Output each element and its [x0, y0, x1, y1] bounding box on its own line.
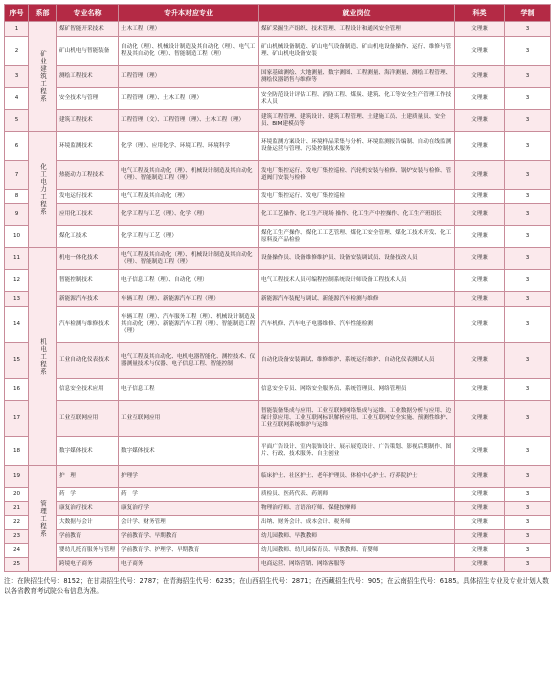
row-major: 康复治疗技术 — [57, 502, 119, 516]
row-jobs: 出纳、财务会计、成本会计、税务师 — [259, 516, 455, 530]
row-years: 3 — [505, 558, 551, 572]
department-cell: 化工电力工程系 — [29, 132, 57, 248]
enrollment-table-container — [4, 4, 550, 596]
row-jobs: 安全防范设计评估工程、消防工程、煤炭、建筑、化工等安全生产管理工作技术人员 — [259, 88, 455, 110]
row-seq: 3 — [5, 66, 29, 88]
row-years: 3 — [505, 110, 551, 132]
row-category: 文理兼 — [455, 488, 505, 502]
row-jobs: 环境监测方案设计、环境样品采集与分析、环境监测报告编制、自动在线监测设备运营与管理、污染控制技术服务 — [259, 132, 455, 161]
table-row — [5, 379, 551, 401]
row-jobs: 信息安全专员、网络安全服务员、系统管理员、网络管理员 — [259, 379, 455, 401]
row-seq: 2 — [5, 37, 29, 66]
footnote: 注：在陕招生代号：8152；在甘肃招生代号：2787；在青海招生代号：6235；在山西招生代号：2871；在西藏招生代号：905；在云南招生代号：6185。具体招生专业及专业计划人数以各省教育考试院公布信息为准。 — [4, 577, 549, 595]
table-row — [5, 466, 551, 488]
row-seq: 21 — [5, 502, 29, 516]
row-category: 文理兼 — [455, 226, 505, 248]
row-jobs: 物理治疗师、言语治疗师、保健按摩师 — [259, 502, 455, 516]
row-major: 智能控制技术 — [57, 270, 119, 292]
row-category: 文理兼 — [455, 88, 505, 110]
row-jobs: 临床护士、社区护士、老年护理员、体检中心护士、疗养院护士 — [259, 466, 455, 488]
row-years: 3 — [505, 66, 551, 88]
table-row — [5, 190, 551, 204]
row-upgrade-major: 数字媒体技术 — [119, 437, 259, 466]
row-years: 3 — [505, 292, 551, 307]
row-seq: 14 — [5, 307, 29, 343]
row-major: 护 理 — [57, 466, 119, 488]
row-upgrade-major: 工程管理（理） — [119, 66, 259, 88]
table-row — [5, 161, 551, 190]
row-major: 发电运行技术 — [57, 190, 119, 204]
table-row — [5, 530, 551, 544]
table-body — [5, 22, 551, 572]
row-category: 文理兼 — [455, 161, 505, 190]
row-major: 热能动力工程技术 — [57, 161, 119, 190]
table-row — [5, 558, 551, 572]
row-seq: 5 — [5, 110, 29, 132]
row-jobs: 发电厂集控运行、发电厂集控巡检、汽轮机安装与检修、锅炉安装与检修、管道阀门安装与检修 — [259, 161, 455, 190]
row-category: 文理兼 — [455, 401, 505, 437]
row-major: 大数据与会计 — [57, 516, 119, 530]
row-major: 煤化工技术 — [57, 226, 119, 248]
table-row — [5, 22, 551, 37]
row-seq: 20 — [5, 488, 29, 502]
row-jobs: 新能源汽车装配与调试、新能源汽车检测与维修 — [259, 292, 455, 307]
row-years: 3 — [505, 132, 551, 161]
row-jobs: 电商运营、网络营销、网络客服等 — [259, 558, 455, 572]
row-jobs: 煤化工生产操作、煤化工工艺管理、煤化工安全管理、煤化工技术开发、化工原料及产品检验 — [259, 226, 455, 248]
row-category: 文理兼 — [455, 190, 505, 204]
row-category: 文理兼 — [455, 544, 505, 558]
row-category: 文理兼 — [455, 516, 505, 530]
row-major: 矿山机电与智能装备 — [57, 37, 119, 66]
row-years: 3 — [505, 161, 551, 190]
row-years: 3 — [505, 22, 551, 37]
row-seq: 15 — [5, 343, 29, 379]
table-row — [5, 110, 551, 132]
row-major: 测绘工程技术 — [57, 66, 119, 88]
table-row — [5, 502, 551, 516]
row-category: 文理兼 — [455, 307, 505, 343]
row-seq: 23 — [5, 530, 29, 544]
row-years: 3 — [505, 343, 551, 379]
department-cell: 管理工程系 — [29, 466, 57, 572]
row-major: 环境监测技术 — [57, 132, 119, 161]
table-row — [5, 248, 551, 270]
row-years: 3 — [505, 88, 551, 110]
row-jobs: 幼儿园教师、早教教师 — [259, 530, 455, 544]
row-jobs: 自动化设备安装调试、维修维护、系统运行维护、自动化仪表测试人员 — [259, 343, 455, 379]
table-row — [5, 66, 551, 88]
row-major: 工业自动化仪表技术 — [57, 343, 119, 379]
row-upgrade-major: 电气工程及其自动化、电机电器智能化、测控技术、仪器测量技术与仪器、电子信息工程、智能控制 — [119, 343, 259, 379]
row-years: 3 — [505, 379, 551, 401]
row-jobs: 矿山机械设备制造、矿山电气设备制造、矿山机电设备操作、运行、维修与管理、矿山机电设备安装 — [259, 37, 455, 66]
row-major: 学前教育 — [57, 530, 119, 544]
row-upgrade-major: 电子信息工程（理）、自动化（理） — [119, 270, 259, 292]
row-upgrade-major: 电子信息工程 — [119, 379, 259, 401]
row-category: 文理兼 — [455, 37, 505, 66]
row-years: 3 — [505, 190, 551, 204]
row-upgrade-major: 电气工程及其自动化（理）、机械设计制造及其自动化（理）、智能制造工程（理） — [119, 161, 259, 190]
header-years: 学制 — [505, 5, 551, 22]
row-upgrade-major: 工程管理（理）、土木工程（理） — [119, 88, 259, 110]
row-years: 3 — [505, 226, 551, 248]
row-category: 文理兼 — [455, 248, 505, 270]
row-upgrade-major: 化学（理）、应用化学、环境工程、环境科学 — [119, 132, 259, 161]
table-row — [5, 307, 551, 343]
row-years: 3 — [505, 204, 551, 226]
row-upgrade-major: 电子商务 — [119, 558, 259, 572]
row-jobs: 建筑工程管理、建筑设计、建筑工程管理、土建施工员、土建质量员、安全员、BIM建模员等 — [259, 110, 455, 132]
table-row — [5, 270, 551, 292]
row-seq: 11 — [5, 248, 29, 270]
row-upgrade-major: 工程管理（文）、工程管理（理）、土木工程（理） — [119, 110, 259, 132]
header-upgrade-major: 专升本对应专业 — [119, 5, 259, 22]
row-seq: 12 — [5, 270, 29, 292]
row-major: 汽车检测与维修技术 — [57, 307, 119, 343]
row-jobs: 发电厂集控运行、发电厂集控巡检 — [259, 190, 455, 204]
table-row — [5, 343, 551, 379]
row-category: 文理兼 — [455, 558, 505, 572]
row-major: 建筑工程技术 — [57, 110, 119, 132]
row-upgrade-major: 车辆工程（理）、新能源汽车工程（理） — [119, 292, 259, 307]
row-category: 文理兼 — [455, 204, 505, 226]
row-jobs: 化工工艺操作、化工生产现场 操作、化工生产中控操作、化工生产班组长 — [259, 204, 455, 226]
row-seq: 8 — [5, 190, 29, 204]
row-upgrade-major: 会计学、财务管理 — [119, 516, 259, 530]
row-seq: 22 — [5, 516, 29, 530]
row-seq: 9 — [5, 204, 29, 226]
row-years: 3 — [505, 488, 551, 502]
row-seq: 17 — [5, 401, 29, 437]
row-seq: 16 — [5, 379, 29, 401]
row-seq: 19 — [5, 466, 29, 488]
row-category: 文理兼 — [455, 437, 505, 466]
row-years: 3 — [505, 530, 551, 544]
header-category: 科类 — [455, 5, 505, 22]
table-row — [5, 37, 551, 66]
row-upgrade-major: 工业互联网应用 — [119, 401, 259, 437]
row-jobs: 煤矿采掘生产组织、技术管理、工程设计和通风安全管理 — [259, 22, 455, 37]
table-row — [5, 516, 551, 530]
row-upgrade-major: 学前教育学、早期教育 — [119, 530, 259, 544]
row-major: 跨境电子商务 — [57, 558, 119, 572]
table-row — [5, 132, 551, 161]
row-major: 数字媒体技术 — [57, 437, 119, 466]
row-major: 机电一体化技术 — [57, 248, 119, 270]
row-upgrade-major: 化学工程与工艺（理）、化学（理） — [119, 204, 259, 226]
row-jobs: 平面广告设计、室内装饰设计、展示展览设计、广告策划、影视后期制作、图片、行政、技术服务、自主创业 — [259, 437, 455, 466]
row-years: 3 — [505, 544, 551, 558]
row-seq: 24 — [5, 544, 29, 558]
table-row — [5, 204, 551, 226]
row-years: 3 — [505, 516, 551, 530]
row-major: 安全技术与管理 — [57, 88, 119, 110]
department-cell: 矿业建筑工程系 — [29, 22, 57, 132]
row-upgrade-major: 电气工程及其自动化（理） — [119, 190, 259, 204]
row-seq: 10 — [5, 226, 29, 248]
row-jobs: 设备操作员、设备维修维护员、设备安装调试员、设备技改人员 — [259, 248, 455, 270]
row-upgrade-major: 护理学 — [119, 466, 259, 488]
enrollment-table — [4, 4, 551, 572]
row-years: 3 — [505, 270, 551, 292]
table-row — [5, 437, 551, 466]
header-jobs: 就业岗位 — [259, 5, 455, 22]
row-category: 文理兼 — [455, 66, 505, 88]
row-seq: 13 — [5, 292, 29, 307]
row-seq: 4 — [5, 88, 29, 110]
row-jobs: 电气工程技术人员可编程控制系统设计师设备工程技术人员 — [259, 270, 455, 292]
row-years: 3 — [505, 307, 551, 343]
table-row — [5, 226, 551, 248]
row-jobs: 智能装备集成与应用、工业互联网网络集成与运维、工业数据分析与应用、边缘计算应用、工业互联网标识解析应用、工业互联网安全实施、预测性维护、工业互联网系统维护与运维 — [259, 401, 455, 437]
row-upgrade-major: 康复治疗学 — [119, 502, 259, 516]
row-category: 文理兼 — [455, 22, 505, 37]
row-jobs: 汽车机修、汽车电子电器维修、汽车性能检测 — [259, 307, 455, 343]
table-row — [5, 401, 551, 437]
row-seq: 18 — [5, 437, 29, 466]
table-row — [5, 544, 551, 558]
row-years: 3 — [505, 437, 551, 466]
row-category: 文理兼 — [455, 132, 505, 161]
row-category: 文理兼 — [455, 466, 505, 488]
row-category: 文理兼 — [455, 530, 505, 544]
row-seq: 7 — [5, 161, 29, 190]
row-upgrade-major: 化学工程与工艺（理） — [119, 226, 259, 248]
row-upgrade-major: 土木工程（理） — [119, 22, 259, 37]
row-upgrade-major: 学前教育学、护理学、早期教育 — [119, 544, 259, 558]
table-row — [5, 292, 551, 307]
header-major: 专业名称 — [57, 5, 119, 22]
row-category: 文理兼 — [455, 270, 505, 292]
header-dept: 系部 — [29, 5, 57, 22]
row-jobs: 幼儿园教师、幼儿园保育员、早教教师、育婴师 — [259, 544, 455, 558]
row-major: 工业互联网应用 — [57, 401, 119, 437]
row-category: 文理兼 — [455, 379, 505, 401]
row-seq: 6 — [5, 132, 29, 161]
header-seq: 序号 — [5, 5, 29, 22]
row-years: 3 — [505, 401, 551, 437]
row-major: 应用化工技术 — [57, 204, 119, 226]
row-upgrade-major: 药 学 — [119, 488, 259, 502]
row-upgrade-major: 车辆工程（理）、汽车服务工程（理）、机械设计制造及其自动化（理）、新能源汽车工程（理）、智能制造工程（理） — [119, 307, 259, 343]
row-years: 3 — [505, 248, 551, 270]
row-jobs: 质检员、医药代表、药剂师 — [259, 488, 455, 502]
table-row — [5, 488, 551, 502]
row-category: 文理兼 — [455, 292, 505, 307]
row-major: 信息安全技术应用 — [57, 379, 119, 401]
row-category: 文理兼 — [455, 343, 505, 379]
row-upgrade-major: 电气工程及其自动化（理）、机械设计制造及其自动化（理）、智能制造工程（理） — [119, 248, 259, 270]
row-upgrade-major: 自动化（理）、机械设计制造及其自动化（理）、电气工程及其自动化（理）、智能制造工程（理） — [119, 37, 259, 66]
row-category: 文理兼 — [455, 502, 505, 516]
department-cell: 机电工程系 — [29, 248, 57, 466]
row-major: 煤矿智能开采技术 — [57, 22, 119, 37]
table-row — [5, 88, 551, 110]
row-category: 文理兼 — [455, 110, 505, 132]
row-years: 3 — [505, 466, 551, 488]
row-major: 婴幼儿托育服务与管理 — [57, 544, 119, 558]
row-seq: 25 — [5, 558, 29, 572]
table-header-row — [5, 5, 551, 22]
row-major: 新能源汽车技术 — [57, 292, 119, 307]
row-jobs: 国家基础测绘、大地测量、数字测图、工程测量、海洋测量、测绘工程管理、测绘仪器销售与维修等 — [259, 66, 455, 88]
row-years: 3 — [505, 502, 551, 516]
row-years: 3 — [505, 37, 551, 66]
row-major: 药 学 — [57, 488, 119, 502]
row-seq: 1 — [5, 22, 29, 37]
